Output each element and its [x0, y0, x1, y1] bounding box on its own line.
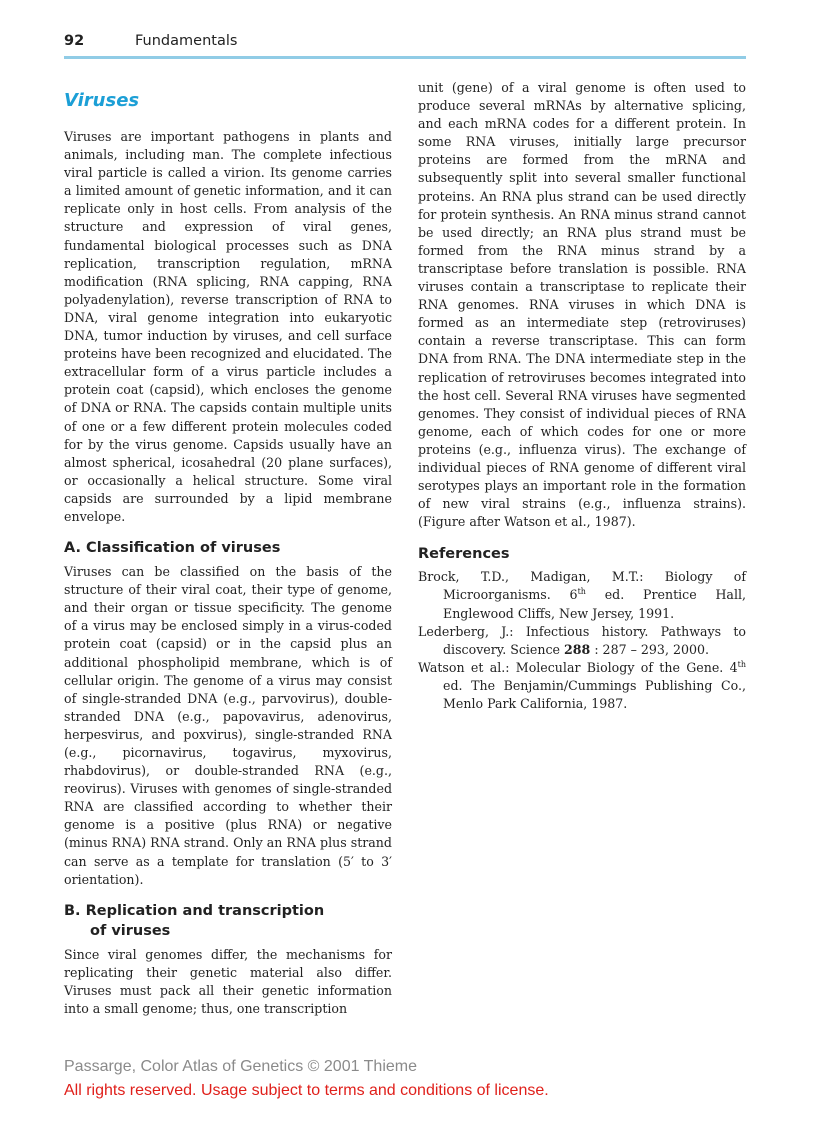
continued-paragraph: unit (gene) of a viral genome is often used to produce several mRNAs by alternative splicing, and each mRNA codes for a different protein. In some RNA viruses, initially large precursor proteins are formed from the mRNA and subsequently split into several smaller functional proteins. An RNA plus strand can be used directly for protein synthesis. An RNA minus strand cannot be used directly; an RNA plus strand must be formed from the RNA minus strand by a transcriptase before translation is possible. RNA viruses contain a transcriptase to replicate their RNA genomes. RNA viruses in which DNA is formed as an intermediate step (retroviruses) contain a reverse transcriptase. This can form DNA from RNA. The DNA intermediate step in the replication of retroviruses becomes integrated into the host cell. Several RNA viruses have segmented genomes. They consist of individual pieces of RNA genome, each of which codes for one or more proteins (e.g., influenza virus). The exchange of individual pieces of RNA genome of different viral serotypes plays an important role in the formation of new viral strains (e.g., influenza strains). (Figure after Watson et al., 1987). — [418, 80, 746, 530]
intro-paragraph: Viruses are important pathogens in plants and animals, including man. The complete infectious viral particle is called a virion. Its genome carries a limited amount of genetic information, and it can replicate only in host cells. From analysis of the structure and expression of viral genes, fundamental biological processes such as DNA replication, transcription regulation, mRNA modification (RNA splicing, RNA capping, RNA polyadenylation), reverse transcription of RNA to DNA, viral genome integration into eukaryotic DNA, tumor induction by viruses, and cell surface proteins have been recognized and elucidated. The extracellular form of a virus particle includes a protein coat (capsid), which encloses the genome of DNA or RNA. The capsids contain multiple units of one or a few different protein molecules coded for by the virus genome. Capsids usually have an almost spherical, icosahedral (20 plane surfaces), or occasionally a helical structure. Some viral capsids are surrounded by a lipid membrane envelope. — [64, 129, 392, 524]
section-b-heading — [64, 901, 392, 941]
page-header — [64, 33, 746, 53]
left-column — [64, 90, 392, 1018]
right-column — [418, 79, 746, 713]
section-b-heading-line1: B. Replication and transcription — [64, 902, 325, 919]
section-a-paragraph: Viruses can be classified on the basis of the structure of their viral coat, their type of genome, and their organ or tissue specificity. The genome of a virus may be enclosed simply in a virus-coded protein coat (capsid) or in the capsid plus an additional phospholipid membrane, which is of cellular origin. The genome of a virus may consist of single-stranded DNA (e.g., parvovirus), double-stranded DNA (e.g., papovavirus, adenovirus, herpesvirus, and poxvirus), single-stranded RNA (e.g., picornavirus, togavirus, myxovirus, rhabdovirus), or double-stranded RNA (e.g., reovirus). Viruses with genomes of single-stranded RNA are classified according to whether their genome is a positive (plus RNA) or negative (minus RNA) RNA strand. Only an RNA plus strand can serve as a template for translation (5′ to 3′ orientation). — [64, 564, 392, 887]
license-notice: All rights reserved. Usage subject to terms and conditions of license. — [64, 1082, 549, 1099]
reference-item: Watson et al.: Molecular Biology of the Gene. 4th ed. The Benjamin/Cummings Publishing Co., Menlo Park California, 1987. — [418, 659, 746, 711]
references-heading: References — [418, 546, 510, 563]
page-number: 92 — [64, 33, 85, 49]
copyright-notice: Passarge, Color Atlas of Genetics © 2001 Thieme — [64, 1058, 418, 1075]
reference-item: Lederberg, J.: Infectious history. Pathways to discovery. Science 288 : 287 – 293, 2000. — [418, 623, 746, 657]
reference-item: Brock, T.D., Madigan, M.T.: Biology of Microorganisms. 6th ed. Prentice Hall, Englewood Cliffs, New Jersey, 1991. — [418, 569, 746, 621]
section-b-paragraph: Since viral genomes differ, the mechanisms for replicating their genetic material also differ. Viruses must pack all their genetic information into a small genome; thus, one transcription — [64, 946, 392, 1017]
section-a-heading: A. Classification of viruses — [64, 540, 281, 557]
section-b-heading-line2: of viruses — [90, 922, 171, 939]
chapter-title: Viruses — [64, 90, 140, 111]
running-title: Fundamentals — [135, 33, 238, 49]
header-rule — [64, 56, 746, 59]
